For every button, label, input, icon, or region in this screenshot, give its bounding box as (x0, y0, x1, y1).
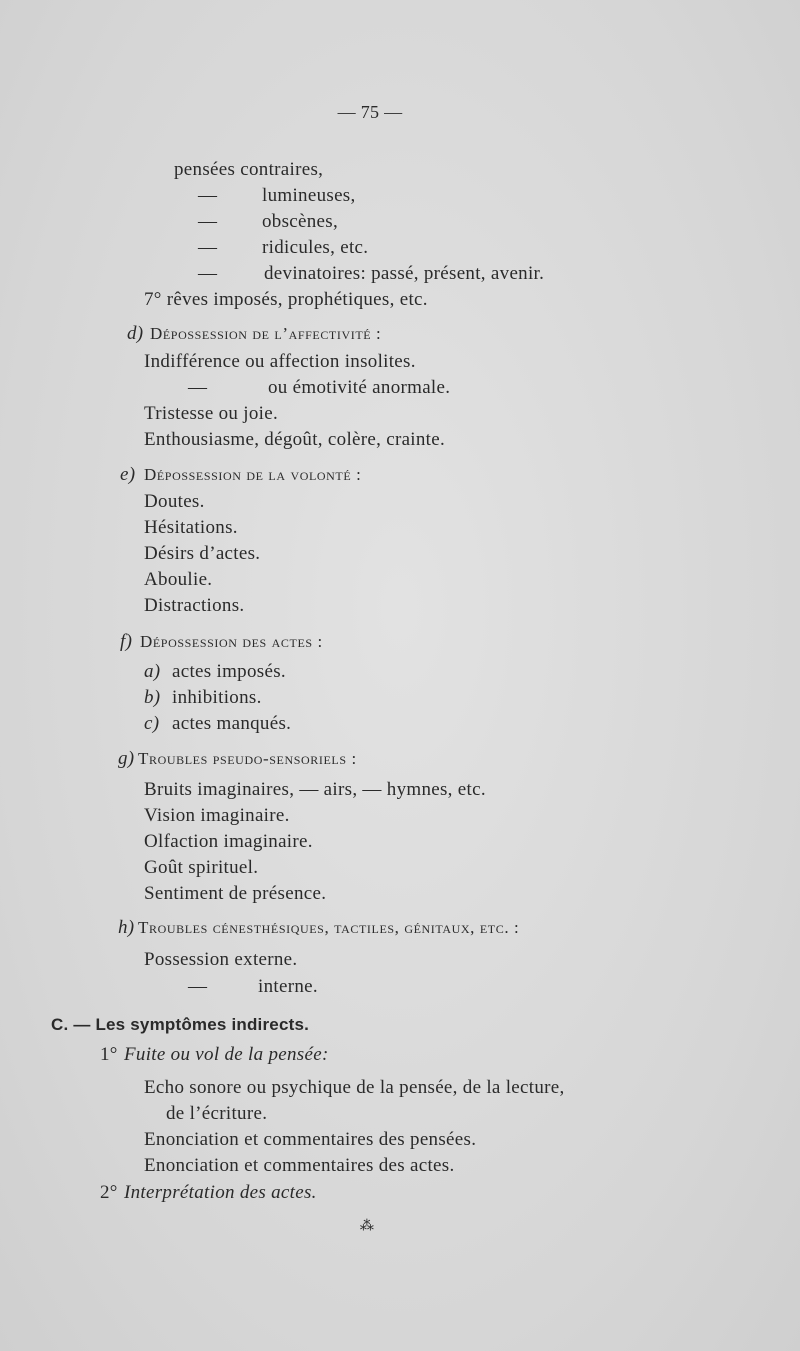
text-line: Désirs d’actes. (144, 543, 261, 564)
section-letter: f) (120, 631, 133, 652)
text-line: inhibitions. (172, 687, 262, 708)
text-line: 7° rêves imposés, prophétiques, etc. (144, 289, 428, 310)
text-line: ou émotivité anormale. (268, 377, 451, 398)
ditto-dash: — (188, 377, 208, 398)
text-line: Tristesse ou joie. (144, 403, 279, 424)
ditto-dash: — (198, 237, 218, 258)
subsection-title: Fuite ou vol de la pensée: (124, 1044, 329, 1065)
text-line: Sentiment de présence. (144, 883, 327, 904)
text-line: Enonciation et commentaires des actes. (144, 1155, 455, 1176)
text-line: ridicules, etc. (262, 237, 369, 258)
section-heading: Dépossession de la volonté : (144, 465, 362, 484)
text-line: Goût spirituel. (144, 857, 259, 878)
text-line: actes manqués. (172, 713, 292, 734)
text-line: Doutes. (144, 491, 205, 512)
ditto-dash: — (188, 976, 208, 997)
text-line: Olfaction imaginaire. (144, 831, 313, 852)
text-line: Distractions. (144, 595, 245, 616)
text-line: interne. (258, 976, 318, 997)
item-letter: a) (144, 661, 161, 682)
text-line: Enonciation et commentaires des pensées. (144, 1129, 477, 1150)
text-line: devinatoires: passé, présent, avenir. (264, 263, 545, 284)
text-line: Echo sonore ou psychique de la pensée, de la lecture, (144, 1077, 565, 1098)
text-line: Bruits imaginaires, — airs, — hymnes, etc. (144, 779, 486, 800)
ditto-dash: — (198, 263, 218, 284)
text-line: Enthousiasme, dégoût, colère, crainte. (144, 429, 446, 450)
subsection-title: Interprétation des actes. (124, 1182, 317, 1203)
text-line: Hésitations. (144, 517, 238, 538)
section-letter: d) (127, 323, 144, 344)
item-number: 1° (100, 1044, 118, 1065)
text-line: obscènes, (262, 211, 339, 232)
page-number: — 75 — (337, 102, 403, 122)
text-line: Possession externe. (144, 949, 298, 970)
text-line: actes imposés. (172, 661, 286, 682)
ditto-dash: — (198, 211, 218, 232)
section-heading: Dépossession de l’affectivité : (150, 324, 382, 343)
asterism-ornament: ⁂ (359, 1219, 375, 1234)
section-heading: Dépossession des actes : (140, 632, 323, 651)
section-letter: g) (118, 748, 135, 769)
text-line: Aboulie. (144, 569, 213, 590)
section-heading: Troubles cénesthésiques, tactiles, génitaux, etc. : (138, 918, 520, 937)
text-line: pensées contraires, (174, 159, 324, 180)
text-line: de l’écriture. (166, 1103, 268, 1124)
item-letter: b) (144, 687, 161, 708)
text-line: Indifférence ou affection insolites. (144, 351, 416, 372)
text-line: lumineuses, (262, 185, 356, 206)
item-number: 2° (100, 1182, 118, 1203)
section-heading: Troubles pseudo-sensoriels : (138, 749, 357, 768)
item-letter: c) (144, 713, 160, 734)
ditto-dash: — (198, 185, 218, 206)
text-line: Vision imaginaire. (144, 805, 290, 826)
section-letter: h) (118, 917, 135, 938)
section-letter: e) (120, 464, 136, 485)
section-heading-c: C. — Les symptômes indirects. (51, 1015, 310, 1034)
